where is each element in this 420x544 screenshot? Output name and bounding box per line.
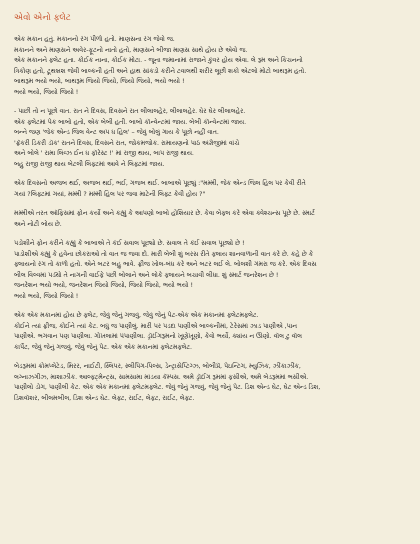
paragraph bbox=[14, 179, 408, 200]
text-line: ત્રિકોણ હતો, ટૂથબ્રશ જેવી બાલ્કની હતી અને હાથ સાંકડો કરીને ટવાલથી શરીર લૂછી શકો એટલો મોટો બાથરૂમ હતો. bbox=[14, 67, 307, 75]
page-title: એવો એનો ફ્લેટ bbox=[14, 13, 71, 23]
paragraph bbox=[14, 107, 408, 170]
text-line: જનરેશન ભયો ભયો, જનરેશન જિયો જિયો, જિયો જિયો, ભયો ભયો ! bbox=[14, 282, 193, 289]
text-line: અને નોટી બોય છે. bbox=[14, 220, 62, 228]
text-line: બન્ને જણ 'જેક એન્ડ જિલ વેન્ટ અપ ધ હિલ' – જેવું બોલું ગાય કે પૂછો નહીં વાત. bbox=[14, 129, 219, 136]
text-line: પાણીલો ડોગ, પાણીલી કેટ. એક એક મકાનમાં ફ્લેટમફ્લેટ. જેવું જેનું ગજવું, જેવું જેનું પેટ. ડિશ એન્ડ ઘેટ, ઘેટ એન્ડ ડિશ, bbox=[14, 384, 321, 391]
text-line: મકાનને અને માણસને અવેર-ફૂટનો નાતો હતો, માણસને બીજા માણસ સાથે હોય છે એવો જ. bbox=[14, 46, 248, 54]
paragraph bbox=[14, 362, 408, 404]
text-line: ડિશવૉશર, બીલમબીલ, ડિશ એન્ડ ઘેટ. લેફ્ટ, રાઈટ, લેફ્ટ, રાઈટ, લેફ્ટ. bbox=[14, 394, 195, 402]
text-line: પડોશીને ફોન કરીને કહ્યું કે બાબાએ તે કંઈ સવાલ પૂછ્યો છે. સવાલ તે કંઈ સવાલ પૂછ્યો છે ! bbox=[14, 240, 245, 247]
text-line: એક મકાન હતું. મકાનનો રંગ પીળો હતો. માણસના રંગ જેવો જ. bbox=[14, 36, 175, 43]
text-line: ભયો ભયો, જિયો જિયો ! bbox=[14, 292, 79, 300]
text-line: લગ્નાઝગીઝ, માશાઝીક. આલ્ફ્ટ્મેન્ટ્સ, સામસામા માંડયા કૅમ્પસ. અમે ડ્રૉઈંગ રૂમમાં ફસીએ, અમે બેડરૂમમાં ભસીએ. bbox=[14, 373, 309, 381]
text-line: કોઈને ત્યાં ફ્રીજ, કોઈને ત્યાં કેટ. બધું જ પાણીલું. મારી પર પડદા પાણીએ બાલ્કનીમાં, ટેરેસમાં ઝાડ પાણીએ ,પાન bbox=[14, 322, 297, 330]
text-line: - પાછી તો ન પૂછો વાત. રાત ને દિવસ, દિવસને રાત લીલાલહેર, લીલાલહેર. ઘેર ઘેર લીલાલહેર. bbox=[14, 108, 246, 115]
text-line: બીલ વિલ્વમાં પડ્યો તે નાગની વાઈફે પછી બોલાને અને લોકે ફ્લાયને બચાવી લીધા. શું સ્માર્ટ જનરેશન છે ! bbox=[14, 271, 279, 279]
text-line: ભયો ભયો, જિયો જિયો ! bbox=[14, 88, 79, 96]
text-line: અને બોલે ' રામા લિવ્ઝ ઈન ધ ફૉરેસ્ટ !' માં રાજી થાય, બાપ રાજી થાય. bbox=[14, 150, 194, 157]
text-line: કાર્પેટ, જેવું જેનું ગજવું, જેવું જેનું પેટ. એક એક મકાનમાં ફ્લેટમફ્લેટ. bbox=[14, 343, 192, 351]
text-line: બહુ રાજી રાજી થાય બેટલી લિફ્ટમાં આવે ને લિફ્ટમાં જાય. bbox=[14, 160, 165, 168]
paragraph bbox=[14, 35, 408, 98]
text-line: મમ્મીએ તરત ઑફિસમાં ફોન કર્યો અને કહ્યું કે આપણો બાબો હોશિયાર છે. કેવા બેફ્લ કરે એવા ક્વેશ્ચન્સ પૂછે છે. સ્માર્ટ bbox=[14, 210, 315, 217]
text-line: પાણીએ. ભગવાન પણ પાણીલા. ગોખલામાં પંપાણીલા. ડ્રૉઈંગરૂમનો ખૂણેખૂણો, કેવો ભર્યો, ક્યાંય ન ઊણો. વૉલ ટુ વૉલ bbox=[14, 333, 302, 340]
text-line: 'ફ્રૅકરી ડિકરી ડૉક' રાતને દિવસ, દિવસને રાત, જોકમજોક. રામાયણનો પાઠ અંગ્રેજીમાં વાંચે bbox=[14, 139, 240, 147]
text-line: એક ફ્લેટમાં પેક બાબો હતો, એક બેબી હતી. બાબો કૉન્વેન્ટમાં જાય. બેબી કૉન્વેન્ટમાં જાય. bbox=[14, 118, 247, 126]
text-line: એક એક મકાનમાં હોય છે ફ્લેટ, જેવું જેનું ગજવું, જેવું જેનું પેટ-એક એક મકાનમાં ફ્લેટમફ્લેટ. bbox=[14, 312, 259, 319]
text-line: બેડરૂમમાં ક્રોમપ્લેટેડ, મિરર, નાઈટી, સ્લિપર, સ્લીપિંગ-પિલ્સ, ડેન્ટ્રાસેપ્ટિગ્ઝ, બોબીપ્રૅ, પેઇન્ટિંગ, મ્યુઝિક, ઝીંકાઝીંક, bbox=[14, 363, 301, 370]
text-line: ફ્લાયનો રંગ તો કાળો હતો. એને બટર બહુ ભાવે. ફ્રીજ ખોલ-બંધ કરે અને બટર લઈ લે. બોલશી ગંમરા જ કરે. એક દિવસ bbox=[14, 261, 317, 268]
text-line: એક મકાનને ફ્લેટ હતા. કોઈક નાના, કોઈક મોટા. - જૂના જમાનામાં રાજાને કુંવર હોય એવા. લે રૂમ અને કિચનનો bbox=[14, 57, 303, 64]
document-body bbox=[14, 35, 408, 404]
paragraph bbox=[14, 209, 408, 230]
paragraph bbox=[14, 239, 408, 302]
text-line: ગયાં ?લિફ્ટમાં ગયાં, મમ્મી ? મમ્મી હિલ પર જવા માટેની લિફ્ટ કેવી હોય ?" bbox=[14, 190, 206, 198]
text-line: પાડોશીએ કહ્યું કે હવેના છોકરાઓ તો વાત જ જવા દો. મારી બેબી શું બરસ રીતે ફ્લાય શાનવાળાની વાત કરે છે. કહે છે કે bbox=[14, 250, 314, 258]
text-line: એક દિવસનો અજબ થઈ, અજબ થઈ, ભઈ, ગજબ થઈ. બાબાએ પૂછ્યું :"મમ્મી, જેક એન્ડ જિલ હિલ પર કેવી રીતે bbox=[14, 180, 306, 187]
paragraph bbox=[14, 311, 408, 353]
text-line: બાથરૂમ ભયો ભયો, બાથરૂમ જિયો જિયો, જિયો જિયો, ભયો ભયો ! bbox=[14, 78, 185, 85]
